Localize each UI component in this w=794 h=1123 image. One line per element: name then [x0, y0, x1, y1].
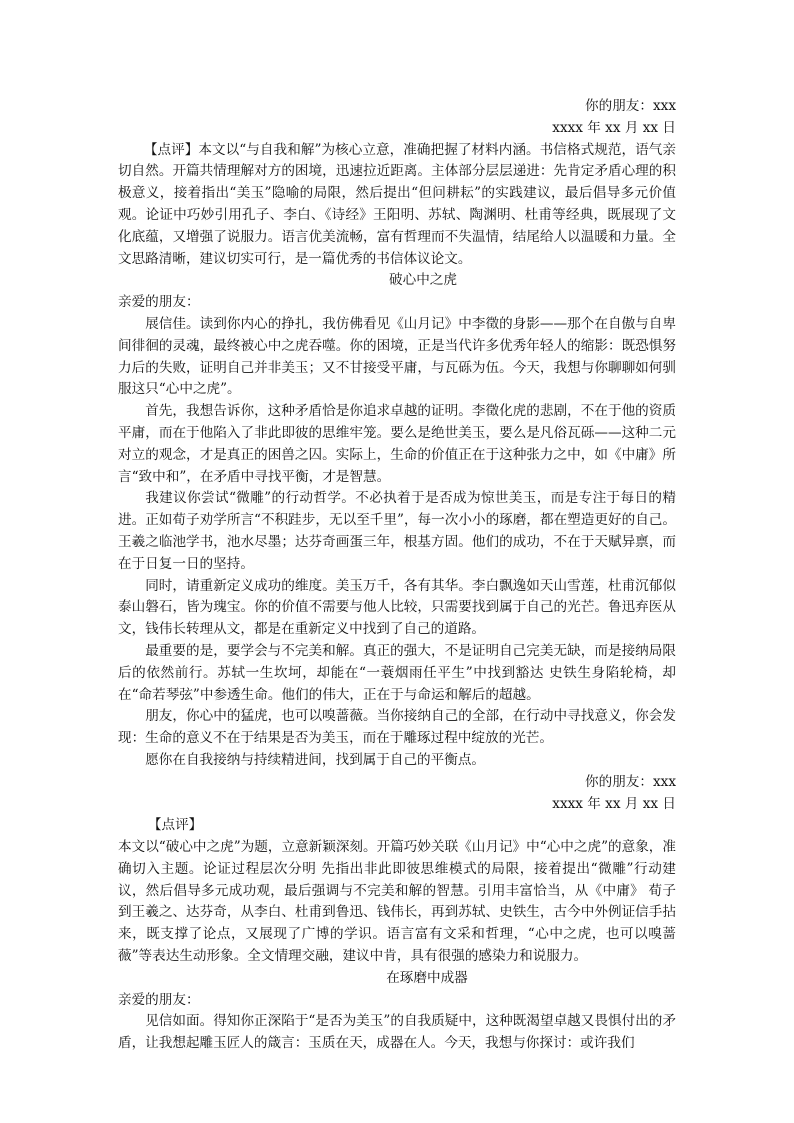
essay2-paragraph: 朋友，你心中的猛虎，也可以嗅蔷薇。当你接纳自己的全部，在行动中寻找意义，你会发现：生命的意义不在于结果是否为美玉，而在于雕琢过程中绽放的光芒。	[118, 708, 676, 747]
essay2-paragraph: 我建议你尝试“微雕”的行动哲学。不必执着于是否成为惊世美玉，而是专注于每日的精进。正如荀子劝学所言“不积跬步，无以至千里”，每一次小小的琢磨，都在塑造更好的自己。王羲之临池学书，池水尽墨；达芬奇画蛋三年，根基方固。他们的成功，不在于天赋异禀，而在于日复一日的坚持。	[118, 490, 676, 572]
signoff-1: 你的朋友：xxx	[585, 98, 676, 114]
essay2-paragraph: 首先，我想告诉你，这种矛盾恰是你追求卓越的证明。李徵化虎的悲剧，不在于他的资质平庸，而在于他陷入了非此即彼的思维牢笼。要么是绝世美玉，要么是凡俗瓦砾——这种二元对立的观念，才是真正的困兽之囚。实际上，生命的价值正在于这种张力之中，如《中庸》所言“致中和”，在矛盾中寻找平衡，才是智慧。	[118, 403, 676, 485]
essay3-paragraph: 见信如面。得知你正深陷于“是否为美玉”的自我质疑中，这种既渴望卓越又畏惧付出的矛盾，让我想起雕玉匠人的箴言：玉质在天，成器在人。今天，我想与你探讨：或许我们	[118, 1013, 676, 1052]
signoff-2: 你的朋友：xxx	[585, 773, 676, 790]
essay-title-3: 在琢磨中成器	[386, 969, 468, 986]
essay2-paragraph: 同时，请重新定义成功的维度。美玉万千，各有其华。李白飘逸如天山雪莲，杜甫沉郁似泰山磐石，皆为瑰宝。你的价值不需要与他人比较，只需要找到属于自己的光芒。鲁迅弃医从文，钱伟长转理从文，都是在重新定义中找到了自己的道路。	[118, 577, 676, 638]
date-2: xxxx 年 xx 月 xx 日	[552, 795, 676, 812]
essay2-paragraph: 展信佳。读到你内心的挣扎，我仿佛看见《山月记》中李徵的身影——那个在自傲与自卑间徘徊的灵魂，最终被心中之虎吞噬。你的困境，正是当代许多优秀年轻人的缩影：既恐惧努力后的失败，证明自己并非美玉；又不甘接受平庸，与瓦砾为伍。今天，我想与你聊聊如何驯服这只“心中之虎”。	[118, 315, 676, 398]
review-2: 本文以“破心中之虎”为题，立意新颖深刻。开篇巧妙关联《山月记》中“心中之虎”的意象，准确切入主题。论证过程层次分明 先指出非此即彼思维模式的局限，接着提出“微雕”行动建议，然后倡导多元成功观，最后强调与不完美和解的智慧。引用丰富恰当，从《中庸》 荀子到王羲之、达芬奇，从李白、杜甫到鲁迅、钱伟长，再到苏轼、史铁生，古今中外例证信手拈来，既支撑了论点，又展现了广博的学识。语言富有文采和哲理，“心中之虎，也可以嗅蔷薇”等表达生动形象。全文情理交融，建议中肯，具有很强的感染力和说服力。	[118, 839, 676, 965]
essay-title-2: 破心中之虎	[389, 272, 457, 289]
essay2-paragraph: 愿你在自我接纳与持续精进间，找到属于自己的平衡点。	[145, 751, 486, 768]
salutation-3: 亲爱的朋友：	[118, 991, 200, 1008]
date-1: xxxx 年 xx 月 xx 日	[552, 119, 676, 136]
salutation-2: 亲爱的朋友：	[118, 294, 200, 311]
document-page	[118, 96, 676, 1055]
review-1: 【点评】本文以“与自我和解”为核心立意，准确把握了材料内涵。书信格式规范，语气亲切自然。开篇共情理解对方的困境，迅速拉近距离。主体部分层层递进：先肯定矛盾心理的积极意义，接着指出“美玉”隐喻的局限，然后提出“但问耕耘”的实践建议，最后倡导多元价值观。论证中巧妙引用孔子、李白、《诗经》王阳明、苏轼、陶渊明、杜甫等经典，既展现了文化底蕴，又增强了说服力。语言优美流畅，富有哲理而不失温情，结尾给人以温暖和力量。全文思路清晰，建议切实可行，是一篇优秀的书信体议论文。	[118, 141, 676, 267]
review-heading-2: 【点评】	[147, 817, 203, 834]
essay2-paragraph: 最重要的是，要学会与不完美和解。真正的强大，不是证明自己完美无缺，而是接纳局限后的依然前行。苏轼一生坎坷，却能在“一蓑烟雨任平生”中找到豁达 史铁生身陷轮椅，却在“命若琴弦”中参透生命。他们的伟大，正在于与命运和解后的超越。	[118, 642, 676, 703]
